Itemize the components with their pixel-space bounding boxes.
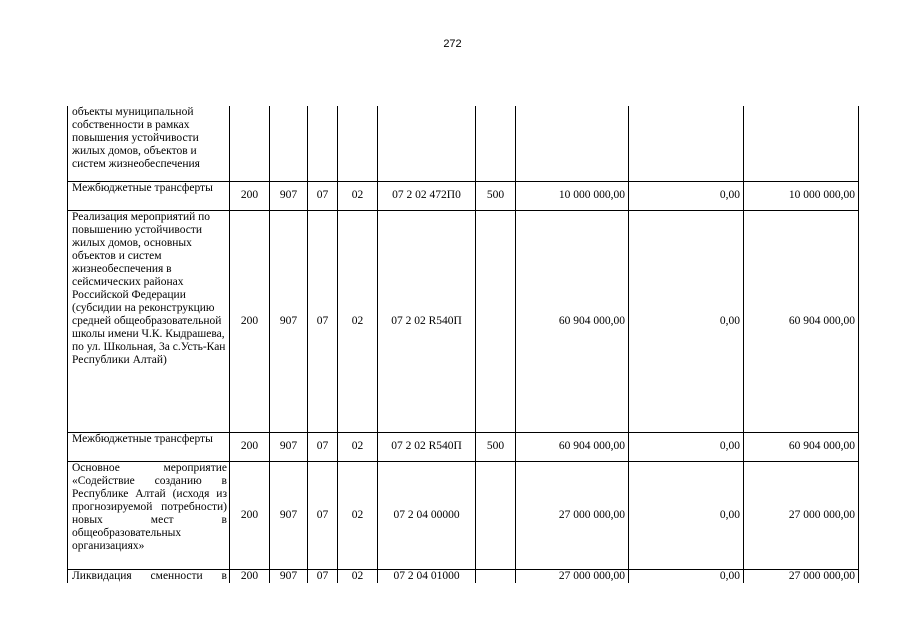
row-name: объекты муниципальной собственности в рамках повышения устойчивости жилых домов, объектов и систем жизнеобеспечения [68,106,230,181]
cell-amount-3: 60 904 000,00 [744,432,859,461]
cell-vr [476,569,516,583]
table-row [68,106,859,181]
table-row [68,210,859,432]
cell-ved: 200 [230,461,270,569]
cell-vr [476,210,516,432]
row-name: Ликвидация сменности в [68,569,230,583]
cell-amount-1: 27 000 000,00 [516,569,629,583]
cell-amount-2: 0,00 [629,210,744,432]
cell-amount-3: 27 000 000,00 [744,569,859,583]
row-name: Реализация мероприятий по повышению устойчивости жилых домов, основных объектов и систем жизнеобеспечения в сейсмических районах Российской Федерации (субсидии на реконструкцию средней общеобразовательной школы имени Ч.К. Кыдрашева, по ул. Школьная, 3а с.Усть-Кан Республики Алтай) [68,210,230,432]
cell-amount-2 [629,106,744,181]
cell-pr: 07 [308,210,338,432]
cell-ved [230,106,270,181]
cell-ved: 200 [230,432,270,461]
row-name: Межбюджетные трансферты [68,432,230,461]
cell-pr: 07 [308,461,338,569]
cell-amount-3: 60 904 000,00 [744,210,859,432]
cell-amount-2: 0,00 [629,181,744,210]
cell-amount-2: 0,00 [629,432,744,461]
cell-vr: 500 [476,432,516,461]
table-row [68,432,859,461]
cell-rz: 907 [270,461,308,569]
cell-rz: 907 [270,210,308,432]
cell-pr2 [338,106,378,181]
cell-amount-2: 0,00 [629,569,744,583]
cell-amount-3: 27 000 000,00 [744,461,859,569]
table-row [68,569,859,583]
cell-csr: 07 2 02 R540П [378,210,476,432]
row-name: Межбюджетные трансферты [68,181,230,210]
cell-vr [476,461,516,569]
cell-amount-2: 0,00 [629,461,744,569]
cell-rz: 907 [270,181,308,210]
cell-amount-1: 27 000 000,00 [516,461,629,569]
cell-pr: 07 [308,569,338,583]
cell-pr2: 02 [338,461,378,569]
cell-pr2: 02 [338,210,378,432]
cell-pr [308,106,338,181]
budget-table [67,106,859,583]
cell-ved: 200 [230,569,270,583]
cell-vr [476,106,516,181]
cell-csr: 07 2 04 00000 [378,461,476,569]
cell-amount-1: 60 904 000,00 [516,210,629,432]
row-name: Основное мероприятие «Содействие созданию в Республике Алтай (исходя из прогнозируемой потребности) новых мест в общеобразовательных организациях» [68,461,230,569]
cell-csr: 07 2 04 01000 [378,569,476,583]
cell-rz: 907 [270,432,308,461]
table-row [68,181,859,210]
page-number: 272 [443,38,462,50]
cell-pr: 07 [308,181,338,210]
cell-ved: 200 [230,181,270,210]
cell-rz [270,106,308,181]
cell-pr2: 02 [338,569,378,583]
cell-vr: 500 [476,181,516,210]
cell-pr2: 02 [338,432,378,461]
cell-amount-3: 10 000 000,00 [744,181,859,210]
cell-amount-1 [516,106,629,181]
cell-csr [378,106,476,181]
cell-csr: 07 2 02 472П0 [378,181,476,210]
cell-pr2: 02 [338,181,378,210]
cell-amount-3 [744,106,859,181]
cell-amount-1: 10 000 000,00 [516,181,629,210]
table-row [68,461,859,569]
cell-csr: 07 2 02 R540П [378,432,476,461]
cell-pr: 07 [308,432,338,461]
cell-ved: 200 [230,210,270,432]
cell-rz: 907 [270,569,308,583]
cell-amount-1: 60 904 000,00 [516,432,629,461]
